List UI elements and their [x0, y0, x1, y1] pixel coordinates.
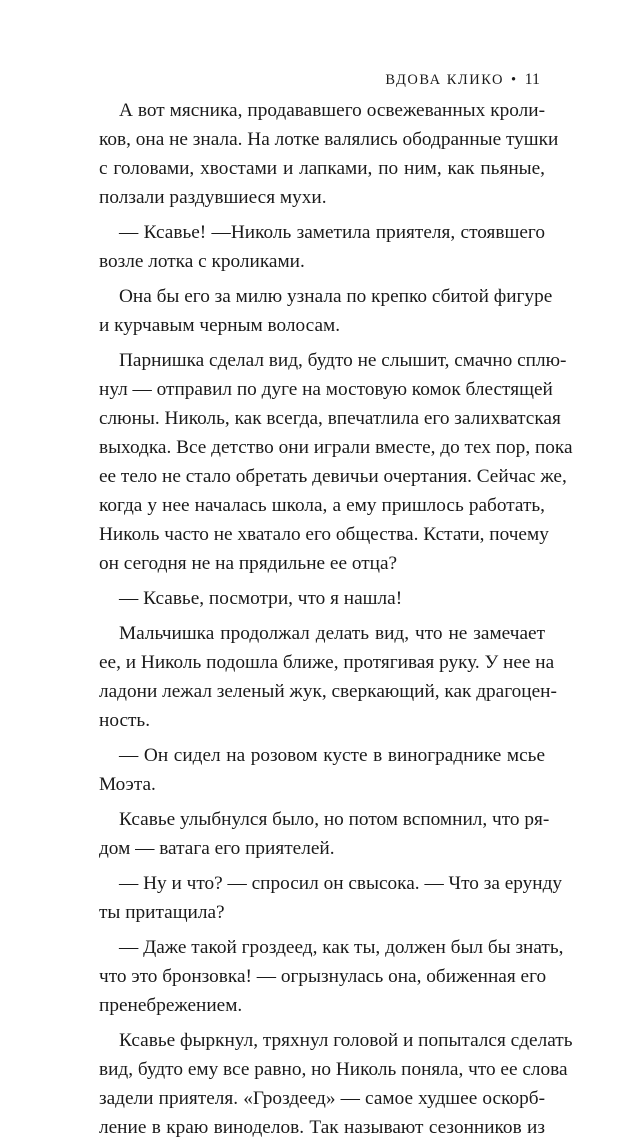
paragraph	[99, 1026, 573, 1142]
text-line: с головами, хвостами и лапками, по ним, как пьяные,	[99, 158, 545, 179]
running-title: ВДОВА КЛИКО	[385, 72, 505, 88]
text-line: Ксавье фыркнул, тряхнул головой и попытался сделать	[119, 1030, 573, 1051]
text-line: — Ну и что? — спросил он свысока. — Что за ерунду	[119, 873, 563, 894]
header-separator: •	[511, 72, 518, 88]
text-line: Николь часто не хватало его общества. Кстати, почему	[99, 524, 549, 545]
text-line: Ксавье улыбнулся было, но потом вспомнил, что ря-	[119, 809, 550, 830]
paragraph	[99, 805, 550, 863]
text-line: ление в краю виноделов. Так называют сезонников из	[99, 1117, 545, 1138]
paragraph	[99, 346, 573, 578]
text-line: ков, она не знала. На лотке валялись ободранные тушки	[99, 129, 559, 150]
text-line: ползали раздувшиеся мухи.	[99, 187, 327, 208]
text-line: ее, и Николь подошла ближе, протягивая руку. У нее на	[99, 652, 555, 673]
text-line: Моэта.	[99, 774, 156, 795]
paragraph	[99, 933, 564, 1020]
paragraph	[99, 584, 545, 613]
page-number: 11	[524, 71, 540, 88]
paragraph	[99, 96, 559, 212]
text-line: возле лотка с кроликами.	[99, 251, 305, 272]
text-line: дом — ватага его приятелей.	[99, 838, 335, 859]
text-line: Мальчишка продолжал делать вид, что не замечает	[119, 623, 545, 644]
text-line: — Он сидел на розовом кусте в винограднике мсье	[119, 745, 545, 766]
text-line: когда у нее началась школа, а ему пришлось работать,	[99, 495, 545, 516]
paragraph	[99, 218, 545, 276]
text-line: — Ксавье, посмотри, что я нашла!	[119, 588, 403, 609]
text-line: Парнишка сделал вид, будто не слышит, смачно сплю-	[119, 350, 567, 371]
text-line: Она бы его за милю узнала по крепко сбитой фигуре	[119, 286, 553, 307]
paragraph	[99, 282, 553, 340]
text-line: он сегодня не на прядильне ее отца?	[99, 553, 398, 574]
text-line: ность.	[99, 710, 151, 731]
paragraph	[99, 741, 545, 799]
text-line: нул — отправил по дуге на мостовую комок блестящей	[99, 379, 553, 400]
text-line: ее тело не стало обретать девичьи очертания. Сейчас же,	[99, 466, 567, 487]
paragraph	[99, 869, 563, 927]
text-line: ты притащила?	[99, 902, 225, 923]
text-line: ладони лежал зеленый жук, сверкающий, как драгоцен-	[99, 681, 557, 702]
text-line: что это бронзовка! — огрызнулась она, обиженная его	[99, 966, 547, 987]
body-text	[99, 96, 573, 1142]
text-line: выходка. Все детство они играли вместе, до тех пор, пока	[99, 437, 573, 458]
text-line: — Ксавье! —Николь заметила приятеля, стоявшего	[119, 222, 545, 243]
text-line: и курчавым черным волосам.	[99, 315, 341, 336]
text-line: вид, будто ему все равно, но Николь поняла, что ее слова	[99, 1059, 568, 1080]
text-line: — Даже такой гроздеед, как ты, должен был бы знать,	[119, 937, 564, 958]
text-line: пренебрежением.	[99, 995, 243, 1016]
text-line: А вот мясника, продававшего освежеванных кроли-	[119, 100, 545, 121]
text-line: слюны. Николь, как всегда, впечатлила его залихватская	[99, 408, 561, 429]
paragraph	[99, 619, 557, 735]
running-head	[385, 71, 540, 89]
text-line: задели приятеля. «Гроздеед» — самое худшее оскорб-	[99, 1088, 545, 1109]
